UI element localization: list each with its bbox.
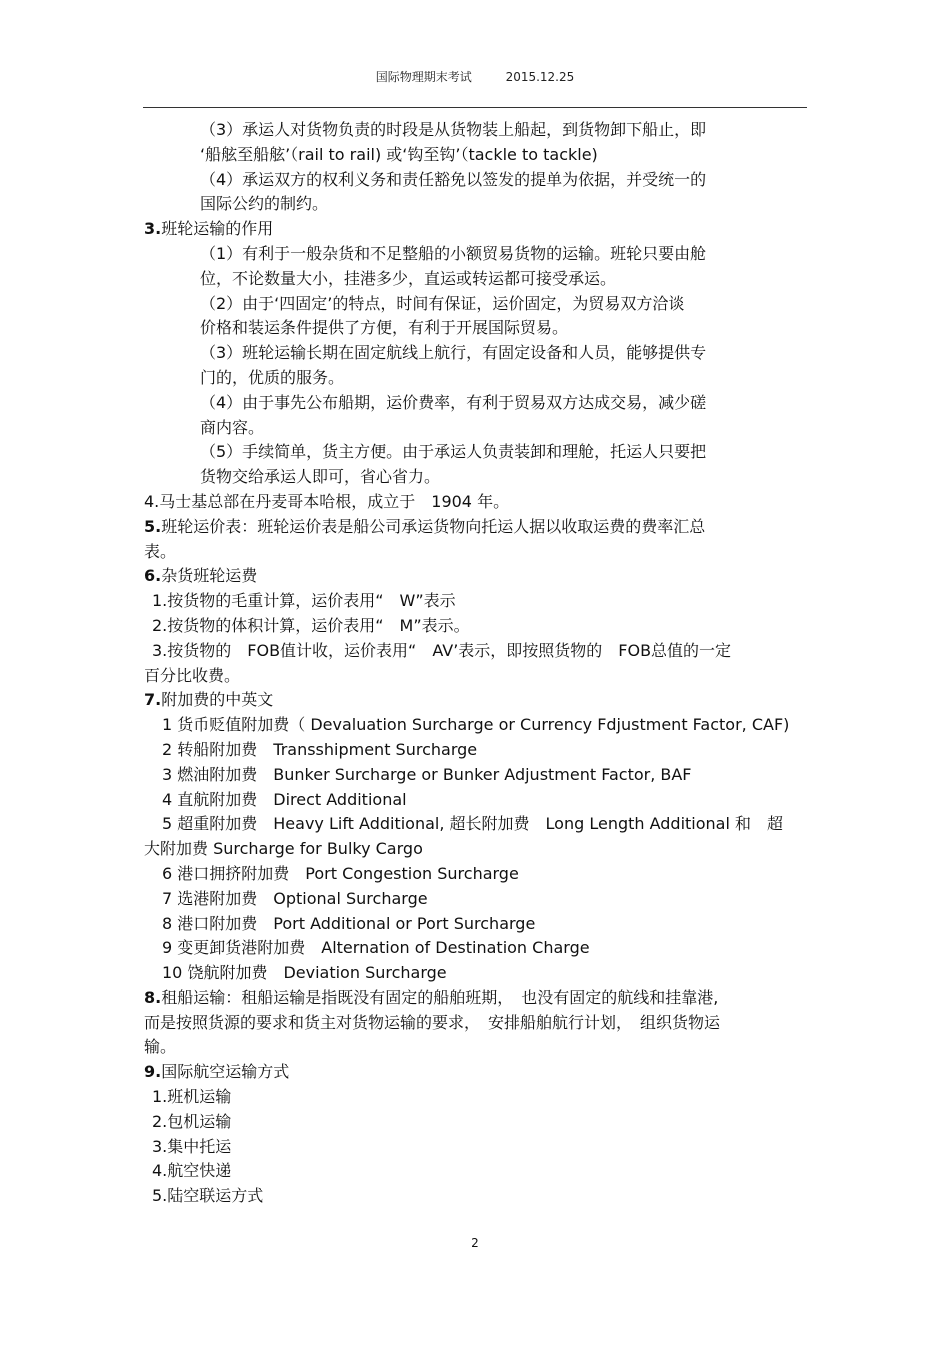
header-date: 2015.12.25 [505, 70, 575, 84]
text-line: （1）有利于一般杂货和不足整船的小额贸易货物的运输。班轮只要由舱 [200, 243, 707, 263]
text-line: （3）承运人对货物负责的时段是从货物装上船起，到货物卸下船止，即 [200, 120, 707, 139]
list-item: 3.集中托运 [152, 1136, 232, 1156]
list-item: 8 港口附加费 Port Additional or Port Surcharge [162, 913, 536, 933]
list-item: 5 超重附加费 Heavy Lift Additional, 超长附加费 Long Length Additional 和 超 [162, 814, 784, 834]
text-line: （2）由于‘四固定’的特点，时间有保证，运价固定，为贸易双方洽谈 [200, 293, 685, 313]
list-item: 3.按货物的 FOB值计收，运价表用“ AV’表示，即按照货物的 FOB总值的一定 [152, 640, 732, 660]
text-line: ‘船舷至船舷’（rail to rail) 或‘钩至钩’（tackle to tackle) [200, 144, 598, 164]
section-heading: 8.租船运输：租船运输是指既没有固定的船舶班期， 也没有固定的航线和挂靠港, [144, 987, 719, 1007]
list-item: 2.包机运输 [152, 1111, 232, 1131]
text-line: 位，不论数量大小，挂港多少，直运或转运都可接受承运。 [200, 268, 617, 288]
text-line: 表。 [144, 541, 177, 561]
list-item: 10 饶航附加费 Deviation Surcharge [162, 963, 447, 983]
text-line: 国际公约的制约。 [200, 194, 329, 214]
header-rule [143, 107, 807, 108]
text-line: 大附加费 Surcharge for Bulky Cargo [144, 839, 423, 859]
list-item: 1.班机运输 [152, 1087, 232, 1107]
section-heading: 4.马士基总部在丹麦哥本哈根，成立于 1904 年。 [144, 491, 510, 511]
list-item: 7 选港附加费 Optional Surcharge [162, 888, 428, 908]
text-line: （3）班轮运输长期在固定航线上航行，有固定设备和人员，能够提供专 [200, 343, 707, 363]
text-line: 价格和装运条件提供了方便，有利于开展国际贸易。 [200, 318, 569, 338]
text-line: 货物交给承运人即可，省心省力。 [200, 467, 441, 487]
section-heading: 7.附加费的中英文 [144, 690, 274, 710]
text-line: 而是按照货源的要求和货主对货物运输的要求， 安排船舶航行计划， 组织货物运 [144, 1012, 721, 1032]
text-line: 商内容。 [200, 417, 265, 437]
section-heading: 6.杂货班轮运费 [144, 566, 258, 586]
text-line: 门的，优质的服务。 [200, 367, 345, 387]
text-line: 百分比收费。 [144, 665, 241, 685]
section-heading: 3.班轮运输的作用 [144, 219, 274, 239]
list-item: 1.按货物的毛重计算，运价表用“ W”表示 [152, 591, 456, 611]
document-body [144, 118, 824, 1209]
list-item: 4 直航附加费 Direct Additional [162, 789, 407, 809]
list-item: 5.陆空联运方式 [152, 1186, 264, 1206]
page-header [0, 68, 950, 85]
text-line: 输。 [144, 1037, 177, 1057]
list-item: 3 燃油附加费 Bunker Surcharge or Bunker Adjustment Factor, BAF [162, 764, 692, 784]
text-line: （5）手续简单，货主方便。由于承运人负责装卸和理舱，托运人只要把 [200, 442, 707, 462]
section-heading: 9.国际航空运输方式 [144, 1062, 290, 1082]
text-line: （4）承运双方的权利义务和责任豁免以签发的提单为依据，并受统一的 [200, 169, 707, 189]
list-item: 9 变更卸货港附加费 Alternation of Destination Charge [162, 938, 590, 958]
section-heading: 5.班轮运价表：班轮运价表是船公司承运货物向托运人据以收取运费的费率汇总 [144, 516, 706, 536]
list-item: 1 货币贬值附加费（ Devaluation Surcharge or Currency Fdjustment Factor, CAF) [162, 715, 790, 735]
header-title: 国际物理期末考试 [375, 70, 472, 84]
text-line: （4）由于事先公布船期，运价费率，有利于贸易双方达成交易，减少磋 [200, 392, 707, 412]
list-item: 6 港口拥挤附加费 Port Congestion Surcharge [162, 863, 519, 883]
page-number: 2 [471, 1236, 479, 1250]
list-item: 2.按货物的体积计算，运价表用“ M”表示。 [152, 615, 470, 635]
list-item: 4.航空快递 [152, 1161, 232, 1181]
list-item: 2 转船附加费 Transshipment Surcharge [162, 739, 478, 759]
